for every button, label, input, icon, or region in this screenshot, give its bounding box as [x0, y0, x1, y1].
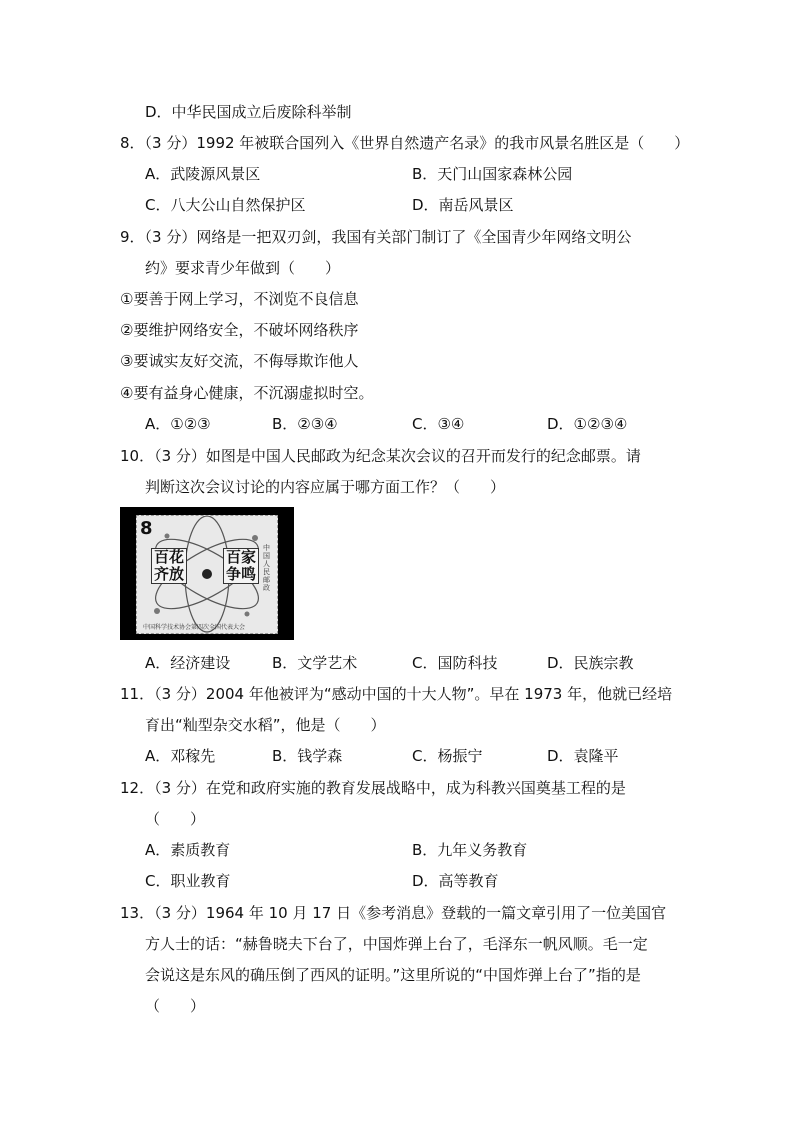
question-8-option-d: D．南岳风景区 — [412, 196, 514, 214]
question-9-statement-2: ②要维护网络安全，不破坏网络秩序 — [120, 321, 359, 339]
question-8-option-a: A．武陵源风景区 — [145, 165, 261, 183]
stamp-right-characters: 百家争鸣 — [223, 548, 259, 584]
question-9-option-b: B．②③④ — [272, 415, 338, 433]
question-9-stem-cont: 约》要求青少年做到（ ） — [145, 259, 341, 277]
question-9-option-c: C．③④ — [412, 415, 465, 433]
stamp-caption: 中国科学技术协会第四次全国代表大会 — [143, 624, 246, 631]
commemorative-stamp-image — [120, 507, 294, 640]
question-11-option-d: D．袁隆平 — [547, 747, 619, 765]
question-9-statement-3: ③要诚实友好交流，不侮辱欺诈他人 — [120, 352, 359, 370]
question-10-option-c: C．国防科技 — [412, 654, 498, 672]
question-13-stem-cont-2: 会说这是东风的确压倒了西风的证明。”这里所说的“中国炸弹上台了”指的是 — [145, 966, 641, 984]
stamp-denomination: 8 — [140, 518, 153, 539]
question-9-statement-1: ①要善于网上学习，不浏览不良信息 — [120, 290, 359, 308]
question-12-option-b: B．九年义务教育 — [412, 841, 528, 859]
question-9-option-a: A．①②③ — [145, 415, 211, 433]
question-12-option-d: D．高等教育 — [412, 872, 499, 890]
question-7-option-d: D．中华民国成立后废除科举制 — [145, 103, 352, 121]
question-12-stem-cont: （ ） — [145, 810, 206, 828]
question-11-stem-cont: 育出“籼型杂交水稻”，他是（ ） — [145, 716, 386, 734]
question-11-stem: 11．（3 分）2004 年他被评为“感动中国的十大人物”。早在 1973 年，他就已经培 — [120, 685, 673, 703]
question-11-option-a: A．邓稼先 — [145, 747, 216, 765]
question-10-stem-cont: 判断这次会议讨论的内容应属于哪方面工作？（ ） — [145, 478, 506, 496]
question-13-stem: 13．（3 分）1964 年 10 月 17 日《参考消息》登载的一篇文章引用了一位美国官 — [120, 904, 667, 922]
question-13-stem-cont-1: 方人士的话：“赫鲁晓夫下台了，中国炸弹上台了，毛泽东一帆风顺。毛一定 — [145, 935, 648, 953]
question-9-stem: 9．（3 分）网络是一把双刃剑，我国有关部门制订了《全国青少年网络文明公 — [120, 228, 632, 246]
stamp-face — [136, 515, 278, 634]
question-11-option-c: C．杨振宁 — [412, 747, 483, 765]
stamp-left-characters: 百花齐放 — [151, 548, 187, 584]
question-10-option-b: B．文学艺术 — [272, 654, 358, 672]
question-9-statement-4: ④要有益身心健康，不沉溺虚拟时空。 — [120, 384, 374, 402]
stamp-issuer-text: 中国人民邮政 — [263, 544, 270, 592]
question-12-stem: 12．（3 分）在党和政府实施的教育发展战略中，成为科教兴国奠基工程的是 — [120, 779, 626, 797]
question-10-stem: 10．（3 分）如图是中国人民邮政为纪念某次会议的召开而发行的纪念邮票。请 — [120, 447, 641, 465]
question-8-option-c: C．八大公山自然保护区 — [145, 196, 306, 214]
question-12-option-c: C．职业教育 — [145, 872, 231, 890]
question-10-option-a: A．经济建设 — [145, 654, 231, 672]
question-9-option-d: D．①②③④ — [547, 415, 628, 433]
question-13-stem-cont-3: （ ） — [145, 997, 206, 1015]
question-10-option-d: D．民族宗教 — [547, 654, 634, 672]
question-12-option-a: A．素质教育 — [145, 841, 231, 859]
question-11-option-b: B．钱学森 — [272, 747, 343, 765]
question-8-stem: 8．（3 分）1992 年被联合国列入《世界自然遗产名录》的我市风景名胜区是（ ） — [120, 134, 690, 152]
question-8-option-b: B．天门山国家森林公园 — [412, 165, 573, 183]
